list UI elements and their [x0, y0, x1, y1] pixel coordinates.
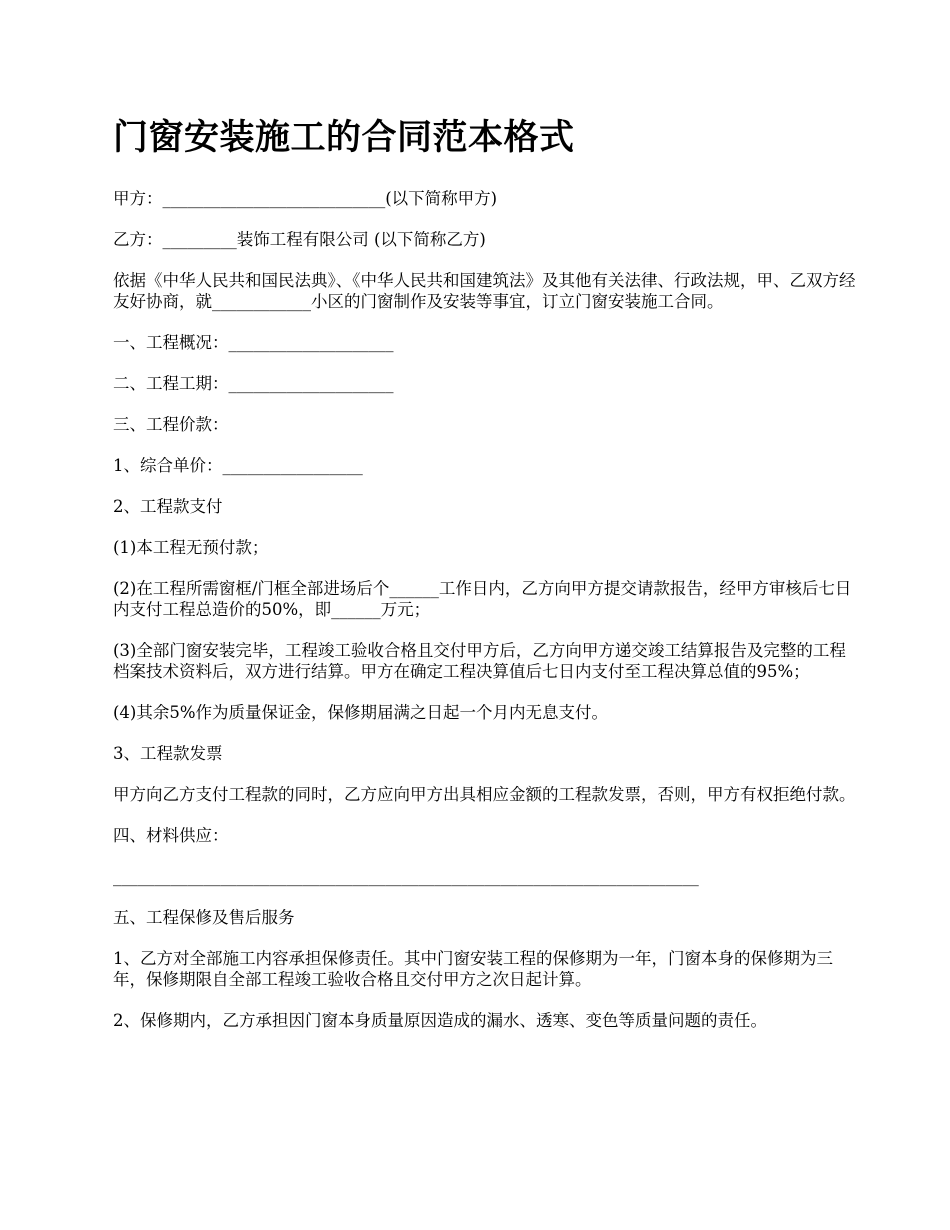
section-3-price-heading: 三、工程价款：: [113, 415, 229, 434]
party-b-line: 乙方：_________装饰工程有限公司 (以下简称乙方): [113, 230, 486, 249]
party-a-line: 甲方：___________________________(以下简称甲方): [113, 189, 498, 208]
payment-clause-3: (3)全部门窗安装完毕，工程竣工验收合格且交付甲方后，乙方向甲方递交竣工结算报告及完整的工程档案技术资料后，双方进行结算。甲方在确定工程决算值后七日内支付至工程决算总值的95%；: [113, 641, 846, 681]
document-title: 门窗安装施工的合同范本格式: [113, 117, 575, 158]
section-1-overview: 一、工程概况：____________________: [113, 333, 394, 352]
materials-blank-line: _______________________________________________________________________: [113, 867, 699, 886]
payment-clause-4: (4)其余5%作为质量保证金，保修期届满之日起一个月内无息支付。: [113, 703, 609, 722]
section-2-duration: 二、工程工期：____________________: [113, 374, 394, 393]
preamble-paragraph: 依据《中华人民共和国民法典》、《中华人民共和国建筑法》及其他有关法律、行政法规，甲、乙双方经友好协商，就____________小区的门窗制作及安装等事宜，订立门窗安装施工合同。: [113, 271, 856, 311]
section-5-warranty-heading: 五、工程保修及售后服务: [113, 908, 295, 927]
invoice-heading: 3、工程款发票: [113, 744, 223, 763]
warranty-clause-1: 1、乙方对全部施工内容承担保修责任。其中门窗安装工程的保修期为一年，门窗本身的保修期为三年，保修期限自全部工程竣工验收合格且交付甲方之次日起计算。: [113, 949, 833, 989]
invoice-paragraph: 甲方向乙方支付工程款的同时，乙方应向甲方出具相应金额的工程款发票，否则，甲方有权拒绝付款。: [113, 785, 856, 804]
payment-clause-2: (2)在工程所需窗框/门框全部进场后个______工作日内，乙方向甲方提交请款报告，经甲方审核后七日内支付工程总造价的50%，即______万元；: [113, 579, 852, 619]
warranty-clause-2: 2、保修期内，乙方承担因门窗本身质量原因造成的漏水、透寒、变色等质量问题的责任。: [113, 1011, 767, 1030]
unit-price-line: 1、综合单价：_________________: [113, 456, 363, 475]
document-page: [113, 110, 856, 1051]
section-4-materials-heading: 四、材料供应：: [113, 826, 229, 845]
payment-clause-1: (1)本工程无预付款；: [113, 538, 269, 557]
payment-heading: 2、工程款支付: [113, 497, 223, 516]
